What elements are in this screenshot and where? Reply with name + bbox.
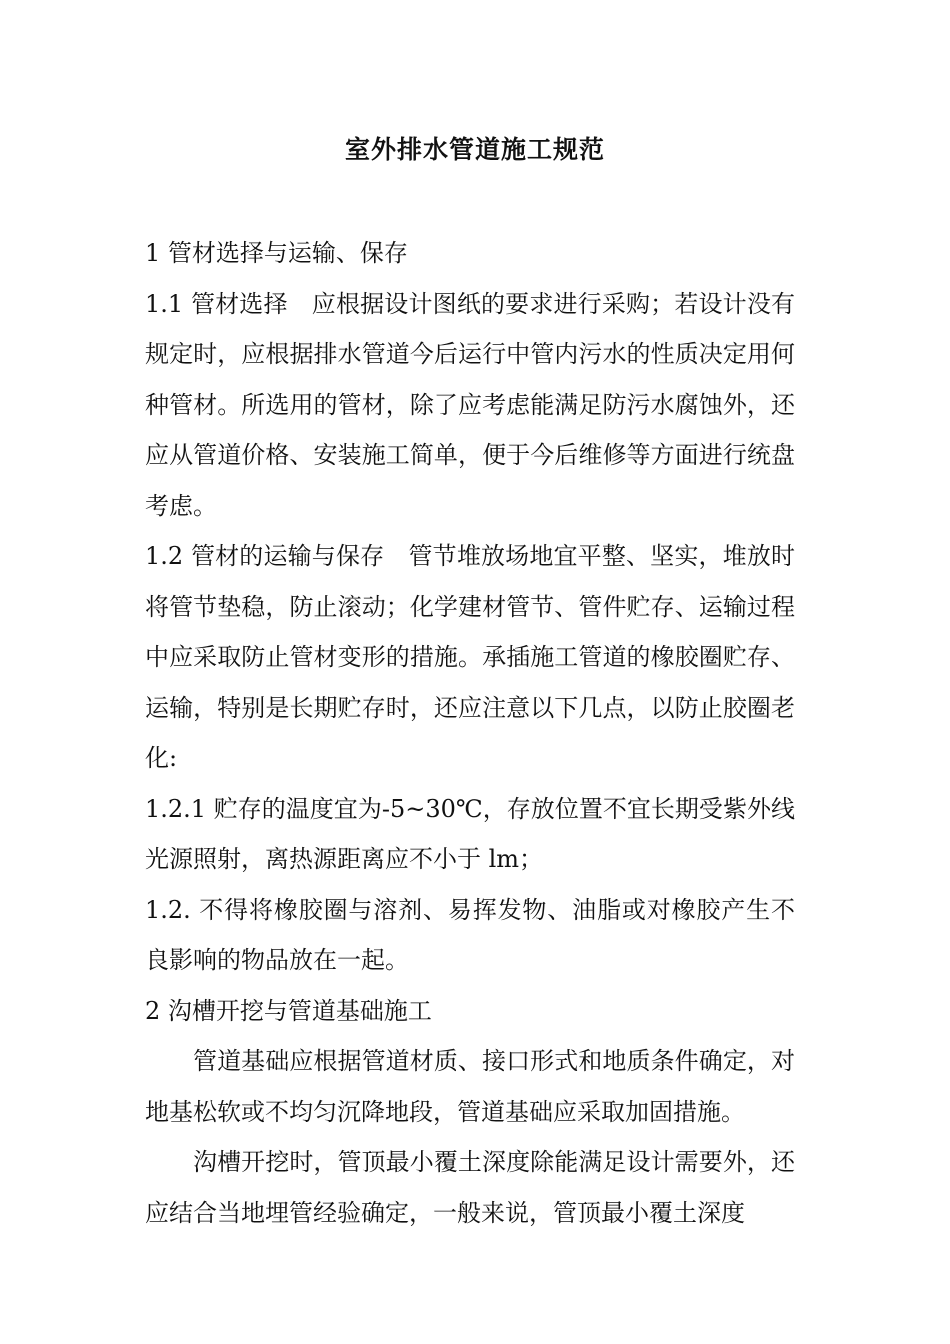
document-title: 室外排水管道施工规范 xyxy=(344,135,605,164)
paragraph-2-a: 管道基础应根据管道材质、接口形式和地质条件确定，对地基松软或不均匀沉降地段，管道基础应采取加固措施。 xyxy=(145,1047,795,1126)
paragraph-2-b: 沟槽开挖时，管顶最小覆土深度除能满足设计需要外，还应结合当地埋管经验确定，一般来说，管顶最小覆土深度 xyxy=(145,1148,795,1227)
paragraph-1-1: 1.1 管材选择 应根据设计图纸的要求进行采购；若设计没有规定时，应根据排水管道今后运行中管内污水的性质决定用何种管材。所选用的管材，除了应考虑能满足防污水腐蚀外，还应从管道价格、安装施工简单，便于今后维修等方面进行统盘考虑。 xyxy=(145,289,795,520)
section-heading-2: 2 沟槽开挖与管道基础施工 xyxy=(145,996,432,1025)
paragraph-1-2-2: 1.2. 不得将橡胶圈与溶剂、易挥发物、油脂或对橡胶产生不良影响的物品放在一起。 xyxy=(145,895,795,974)
document-body xyxy=(145,228,795,1238)
paragraph-1-2: 1.2 管材的运输与保存 管节堆放场地宜平整、坚实，堆放时将管节垫稳，防止滚动；化学建材管节、管件贮存、运输过程中应采取防止管材变形的措施。承插施工管道的橡胶圈贮存、运输，特别是长期贮存时，还应注意以下几点，以防止胶圈老化: xyxy=(145,542,795,772)
section-heading-1: 1 管材选择与运输、保存 xyxy=(145,239,408,267)
paragraph-1-2-1: 1.2.1 贮存的温度宜为-5~30℃，存放位置不宜长期受紫外线光源照射，离热源距离应不小于 lm； xyxy=(145,794,795,873)
